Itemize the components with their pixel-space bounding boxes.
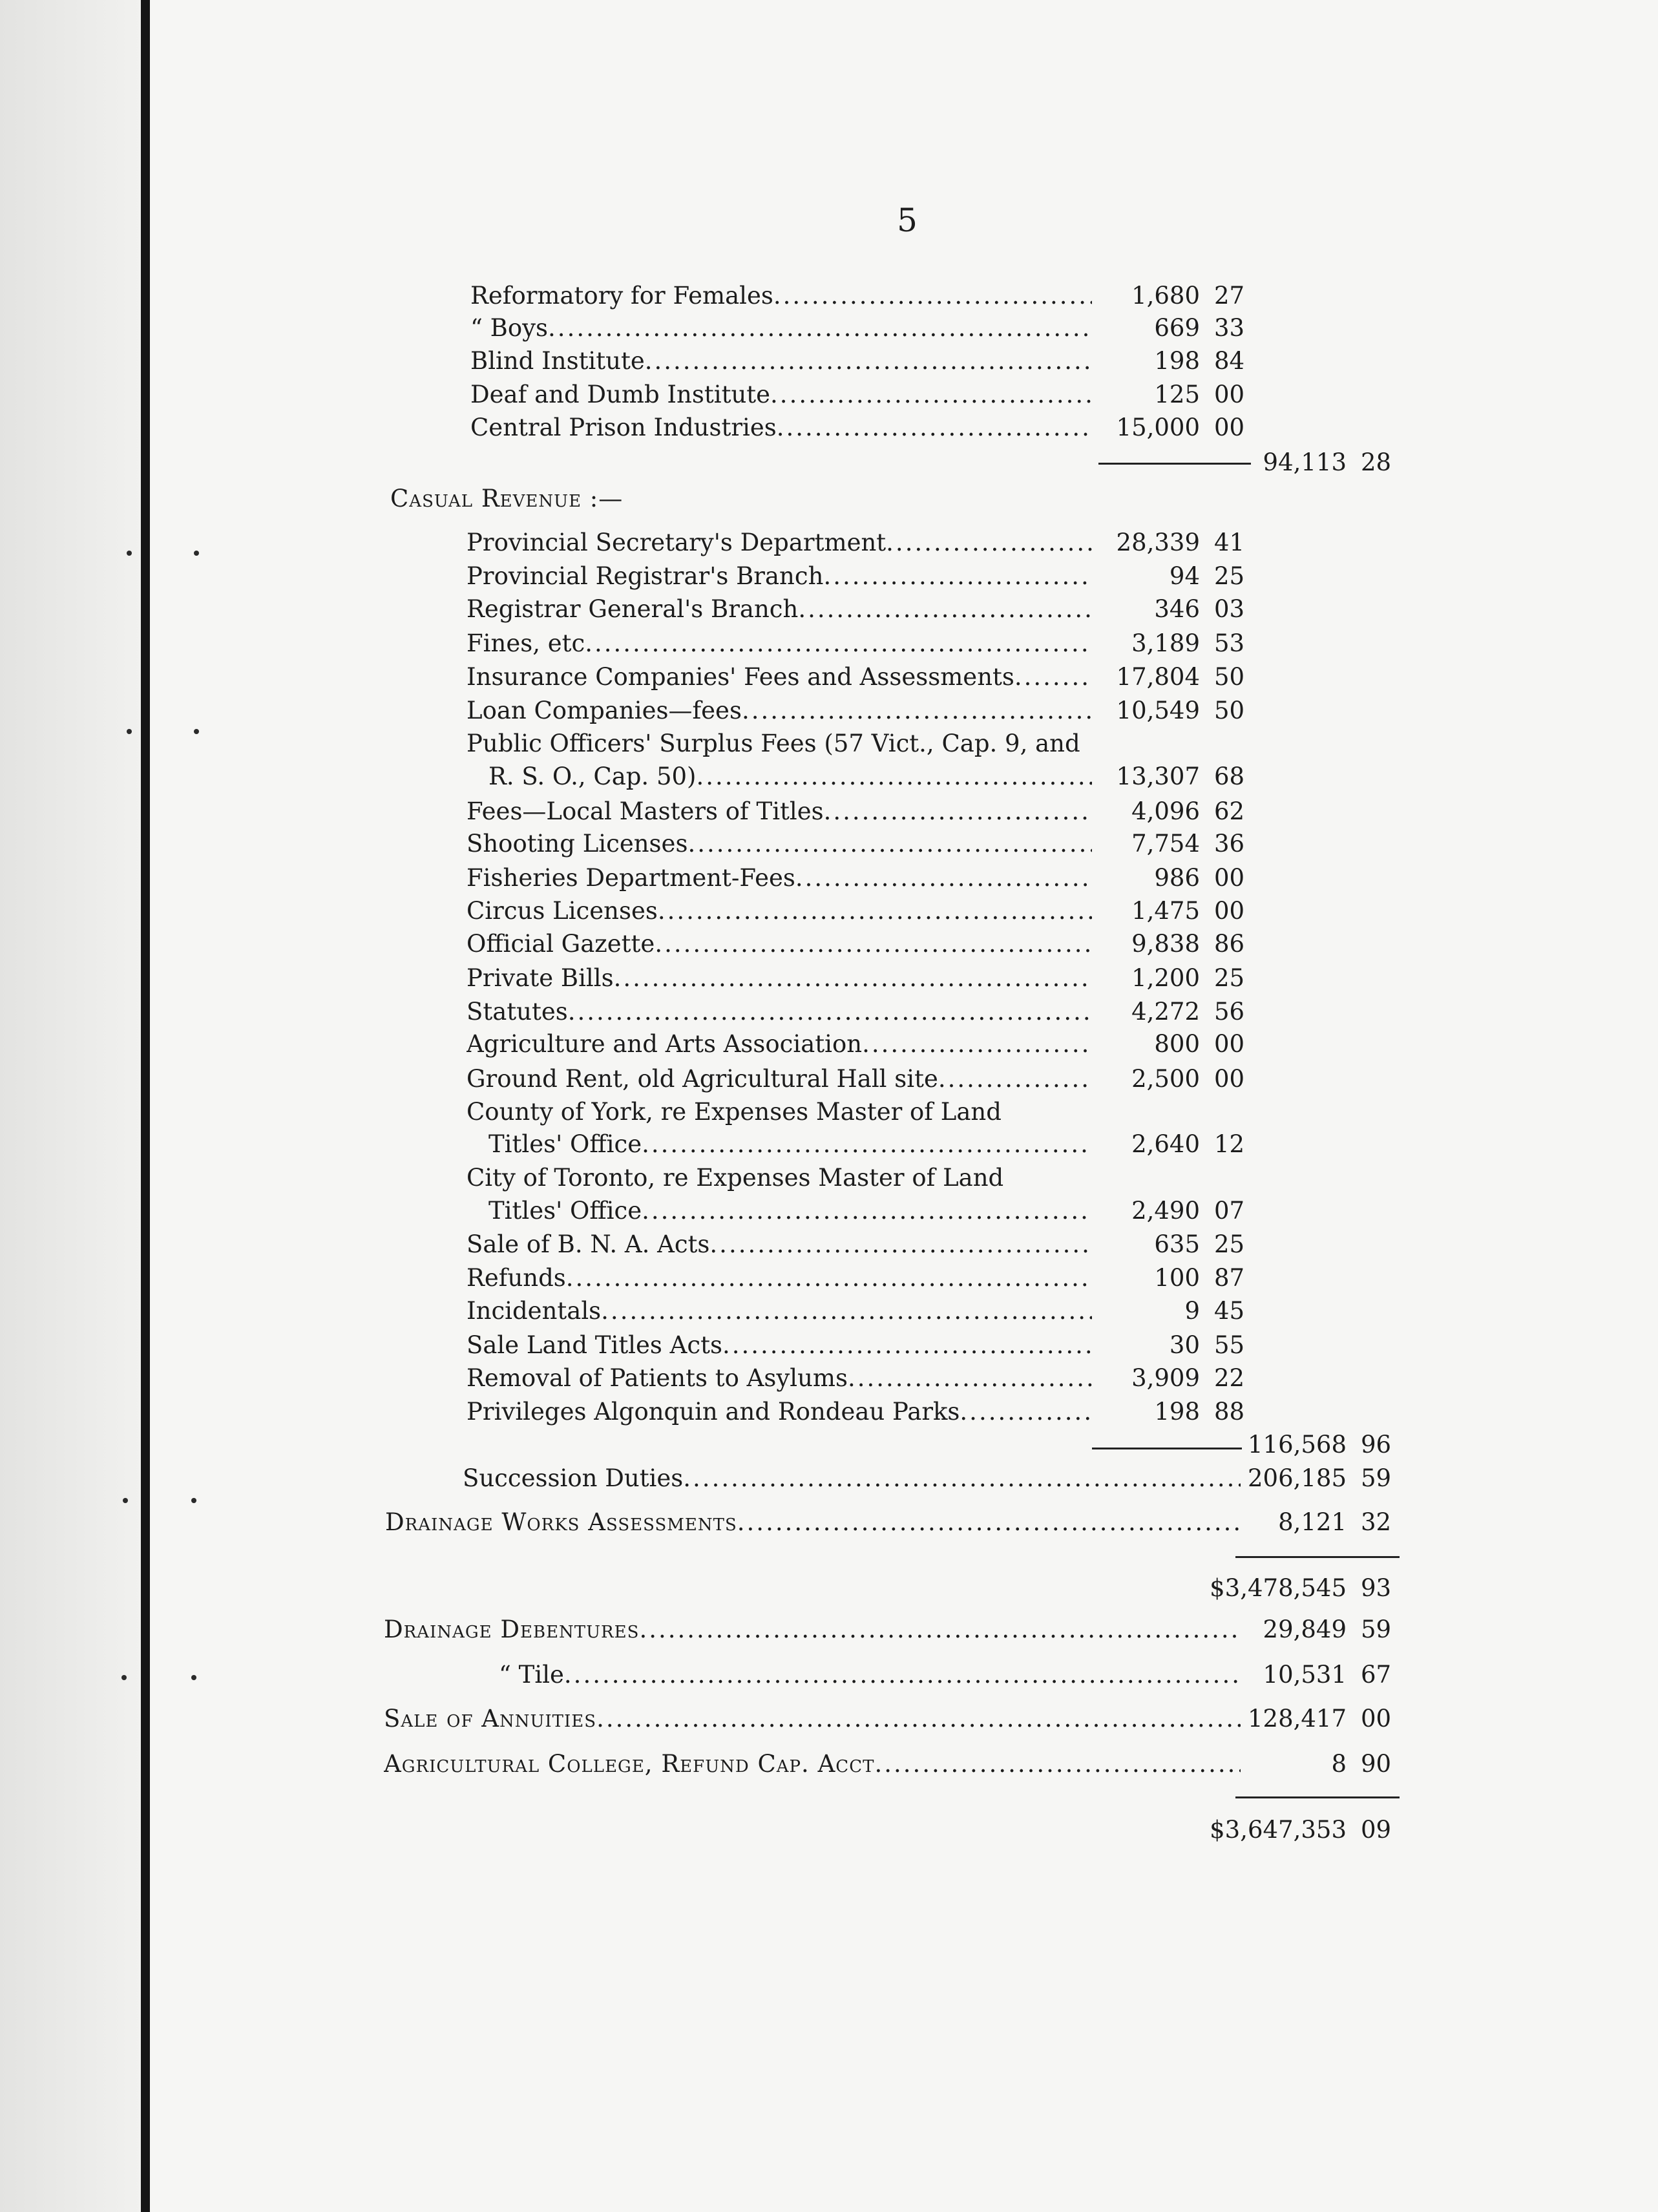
ledger-row xyxy=(467,1329,1245,1362)
ledger-row xyxy=(488,1128,1245,1161)
leader-dots xyxy=(566,1261,1092,1295)
row-label xyxy=(467,526,1092,560)
row-label xyxy=(385,1506,1241,1539)
amount: 635 xyxy=(1154,1230,1200,1258)
amount: 9,838 xyxy=(1131,930,1200,958)
amount: $3,478,545 xyxy=(1210,1574,1347,1602)
ledger-row xyxy=(467,694,1245,728)
ledger-row xyxy=(467,1062,1245,1096)
row-label xyxy=(467,795,1092,828)
row-label xyxy=(470,378,1092,412)
row-label xyxy=(488,1128,1092,1161)
row-label xyxy=(467,861,1092,895)
label-text: Blind Institute xyxy=(470,347,645,375)
cents: 67 xyxy=(1361,1661,1392,1689)
cents: 84 xyxy=(1214,347,1245,375)
ledger-row xyxy=(467,593,1245,626)
leader-dots xyxy=(614,962,1092,995)
ledger-row xyxy=(470,279,1245,313)
page-margin xyxy=(0,0,141,2212)
ledger-row xyxy=(467,1161,1200,1195)
label-text: Official Gazette xyxy=(467,930,655,958)
cents: 68 xyxy=(1214,763,1245,790)
label-text: Titles' Office xyxy=(488,1130,642,1158)
row-label xyxy=(467,1095,1092,1129)
label-text: Fees—Local Masters of Titles xyxy=(467,797,824,825)
speck xyxy=(191,1498,196,1503)
row-label xyxy=(470,311,1092,345)
ledger-row xyxy=(467,627,1245,660)
label-text: “ Tile xyxy=(499,1661,564,1689)
ledger-row xyxy=(384,1613,1392,1647)
leader-dots xyxy=(777,411,1092,445)
leader-dots xyxy=(938,1062,1092,1096)
amount: 669 xyxy=(1154,314,1200,342)
label-text: Sale of Annuities xyxy=(384,1705,597,1733)
cents: 50 xyxy=(1214,697,1245,724)
label-text: Insurance Companies' Fees and Assessments xyxy=(467,663,1014,691)
ledger-row xyxy=(467,1362,1245,1395)
row-label xyxy=(467,1228,1092,1261)
amount: 29,849 xyxy=(1263,1616,1347,1643)
cents: 59 xyxy=(1361,1616,1392,1643)
amount: 9 xyxy=(1184,1297,1200,1325)
cents: 00 xyxy=(1361,1705,1392,1733)
amount: 1,200 xyxy=(1131,964,1200,992)
cents: 25 xyxy=(1214,964,1245,992)
leader-dots xyxy=(862,1027,1092,1061)
grand-total-row xyxy=(1088,1813,1392,1847)
row-label xyxy=(467,1062,1092,1096)
leader-dots xyxy=(645,344,1092,378)
leader-dots xyxy=(1080,727,1092,761)
ledger-row xyxy=(467,962,1245,995)
ledger-row xyxy=(467,1027,1245,1061)
label-text: Registrar General's Branch xyxy=(467,595,799,623)
ledger-row xyxy=(384,1747,1392,1781)
amount: 346 xyxy=(1154,595,1200,623)
label-text: Deaf and Dumb Institute xyxy=(470,381,771,408)
leader-dots xyxy=(596,1702,1241,1736)
cents: 25 xyxy=(1214,562,1245,590)
speck xyxy=(121,1675,127,1680)
leader-dots xyxy=(709,1228,1092,1261)
amount: 1,680 xyxy=(1131,282,1200,310)
row-label xyxy=(467,1395,1092,1429)
cents: 90 xyxy=(1361,1750,1392,1778)
leader-dots xyxy=(642,1128,1092,1161)
leader-dots xyxy=(639,1613,1241,1647)
amount: 206,185 xyxy=(1247,1464,1347,1492)
binding-edge xyxy=(141,0,150,2212)
label-text: Statutes xyxy=(467,998,568,1026)
leader-dots xyxy=(655,927,1092,961)
speck xyxy=(194,551,199,556)
label-text: Sale of B. N. A. Acts xyxy=(467,1230,710,1258)
cents: 28 xyxy=(1361,448,1392,476)
row-label xyxy=(467,1362,1092,1395)
amount: 10,531 xyxy=(1263,1661,1347,1689)
ledger-row xyxy=(463,1462,1392,1495)
row-label xyxy=(467,727,1092,761)
speck xyxy=(127,551,132,556)
label-text: Private Bills xyxy=(467,964,614,992)
label-text: Provincial Secretary's Department xyxy=(467,529,887,556)
leader-dots xyxy=(687,827,1092,861)
label-text: County of York, re Expenses Master of Land xyxy=(467,1098,1002,1126)
cents: 87 xyxy=(1214,1264,1245,1292)
leader-dots xyxy=(773,279,1092,313)
total-rule xyxy=(1235,1556,1400,1558)
cents: 56 xyxy=(1214,998,1245,1026)
label-text: Public Officers' Surplus Fees (57 Vict., Cap. 9, and xyxy=(467,730,1080,757)
amount: 128,417 xyxy=(1247,1705,1347,1733)
amount: 100 xyxy=(1154,1264,1200,1292)
row-label xyxy=(470,344,1092,378)
label-text: Succession Duties xyxy=(463,1464,684,1492)
label-text: Ground Rent, old Agricultural Hall site xyxy=(467,1065,938,1093)
amount: 30 xyxy=(1169,1331,1200,1359)
amount: 198 xyxy=(1154,1398,1200,1426)
cents: 88 xyxy=(1214,1398,1245,1426)
amount: 3,909 xyxy=(1131,1364,1200,1392)
amount: 198 xyxy=(1154,347,1200,375)
cents: 00 xyxy=(1214,864,1245,892)
amount: 800 xyxy=(1154,1030,1200,1058)
label-text: Circus Licenses xyxy=(467,897,658,925)
row-label xyxy=(467,1294,1092,1328)
cents: 62 xyxy=(1214,797,1245,825)
cents: 41 xyxy=(1214,529,1245,556)
row-label xyxy=(467,927,1092,961)
amount: 4,096 xyxy=(1131,797,1200,825)
ledger-row xyxy=(467,727,1200,761)
row-label xyxy=(467,660,1092,694)
ledger-row xyxy=(467,1095,1200,1129)
amount: 8,121 xyxy=(1278,1508,1347,1536)
label-text: Reformatory for Females xyxy=(470,282,773,310)
row-label xyxy=(467,1027,1092,1061)
row-label xyxy=(470,411,1092,445)
ledger-row xyxy=(499,1658,1392,1692)
amount: 28,339 xyxy=(1116,529,1200,556)
leader-dots xyxy=(848,1362,1092,1395)
cents: 86 xyxy=(1214,930,1245,958)
ledger-row xyxy=(467,526,1245,560)
amount: 1,475 xyxy=(1131,897,1200,925)
amount: $3,647,353 xyxy=(1210,1816,1347,1844)
leader-dots xyxy=(770,378,1092,412)
label-text: Incidentals xyxy=(467,1297,602,1325)
label-text: R. S. O., Cap. 50) xyxy=(488,763,697,790)
leader-dots xyxy=(642,1194,1092,1228)
amount: 3,189 xyxy=(1131,629,1200,657)
row-label xyxy=(467,593,1092,626)
leader-dots xyxy=(548,311,1092,345)
ledger-row xyxy=(467,1261,1245,1295)
leader-dots xyxy=(886,526,1092,560)
row-label xyxy=(467,560,1092,593)
amount: 125 xyxy=(1154,381,1200,408)
leader-dots xyxy=(795,861,1092,895)
leader-dots xyxy=(722,1329,1092,1362)
speck xyxy=(191,1675,196,1680)
amount: 986 xyxy=(1154,864,1200,892)
speck xyxy=(127,729,132,734)
amount: 15,000 xyxy=(1116,414,1200,441)
label-text: Privileges Algonquin and Rondeau Parks xyxy=(467,1398,960,1426)
cents: 36 xyxy=(1214,830,1245,858)
row-label xyxy=(384,1702,1241,1736)
label-text: Agriculture and Arts Association xyxy=(467,1030,863,1058)
speck xyxy=(123,1498,128,1503)
ledger-row xyxy=(467,795,1245,828)
ledger-row xyxy=(467,995,1245,1029)
label-text: Fines, etc xyxy=(467,629,585,657)
ledger-row xyxy=(470,311,1245,345)
ledger-row xyxy=(384,1702,1392,1736)
label-text: Loan Companies—fees xyxy=(467,697,742,724)
ledger-row xyxy=(467,560,1245,593)
cents: 53 xyxy=(1214,629,1245,657)
ledger-row xyxy=(470,344,1245,378)
cents: 00 xyxy=(1214,1030,1245,1058)
ledger-row xyxy=(467,660,1245,694)
cents: 32 xyxy=(1361,1508,1392,1536)
cents: 12 xyxy=(1214,1130,1245,1158)
row-label xyxy=(463,1462,1241,1495)
ledger-row xyxy=(470,411,1245,445)
label-text: Shooting Licenses xyxy=(467,830,688,858)
amount: 10,549 xyxy=(1116,697,1200,724)
amount: 2,640 xyxy=(1131,1130,1200,1158)
label-text: Drainage Works Assessments xyxy=(385,1508,737,1536)
leader-dots xyxy=(798,593,1092,626)
row-label xyxy=(470,279,1092,313)
amount: 8 xyxy=(1331,1750,1347,1778)
leader-dots xyxy=(737,1506,1241,1539)
row-label xyxy=(384,1747,1241,1781)
label-text: Refunds xyxy=(467,1264,566,1292)
subtotal-row xyxy=(1088,446,1392,479)
label-text: Removal of Patients to Asylums xyxy=(467,1364,848,1392)
cents: 33 xyxy=(1214,314,1245,342)
row-label xyxy=(467,894,1092,928)
row-label xyxy=(467,1161,1092,1195)
leader-dots xyxy=(658,894,1092,928)
section-heading: Casual Revenue :— xyxy=(390,485,624,512)
leader-dots xyxy=(823,560,1092,593)
leader-dots xyxy=(824,795,1092,828)
cents: 27 xyxy=(1214,282,1245,310)
leader-dots xyxy=(696,760,1092,794)
amount: 2,500 xyxy=(1131,1065,1200,1093)
row-label xyxy=(499,1658,1241,1692)
amount: 116,568 xyxy=(1247,1431,1347,1459)
total-rule xyxy=(1235,1796,1400,1798)
row-label xyxy=(384,1613,1241,1647)
subtotal-row xyxy=(1088,1428,1392,1462)
leader-dots xyxy=(742,694,1092,728)
row-label xyxy=(467,627,1092,660)
row-label xyxy=(488,1194,1092,1228)
label-text: Agricultural College, Refund Cap. Acct xyxy=(384,1750,875,1778)
cents: 03 xyxy=(1214,595,1245,623)
cents: 00 xyxy=(1214,381,1245,408)
row-label xyxy=(467,995,1092,1029)
subtotal-row xyxy=(1088,1572,1392,1605)
leader-dots xyxy=(683,1462,1241,1495)
page-number: 5 xyxy=(897,202,918,239)
leader-dots xyxy=(1003,1161,1092,1195)
ledger-row xyxy=(467,1228,1245,1261)
cents: 93 xyxy=(1361,1574,1392,1602)
leader-dots xyxy=(568,995,1092,1029)
label-text: Provincial Registrar's Branch xyxy=(467,562,824,590)
cents: 00 xyxy=(1214,1065,1245,1093)
ledger-row xyxy=(467,827,1245,861)
speck xyxy=(194,729,199,734)
label-text: Drainage Debentures xyxy=(384,1616,640,1643)
label-text: Fisheries Department-Fees xyxy=(467,864,795,892)
leader-dots xyxy=(601,1294,1092,1328)
ledger-row xyxy=(467,861,1245,895)
ledger-row xyxy=(467,894,1245,928)
ledger-row xyxy=(385,1506,1392,1539)
ledger-row xyxy=(488,1194,1245,1228)
row-label xyxy=(488,760,1092,794)
row-label xyxy=(467,694,1092,728)
leader-dots xyxy=(960,1395,1092,1429)
row-label xyxy=(467,827,1092,861)
row-label xyxy=(467,1329,1092,1362)
row-label xyxy=(467,1261,1092,1295)
ledger-row xyxy=(467,927,1245,961)
amount: 94,113 xyxy=(1263,448,1347,476)
cents: 50 xyxy=(1214,663,1245,691)
cents: 96 xyxy=(1361,1431,1392,1459)
label-text: “ Boys xyxy=(470,314,549,342)
amount: 13,307 xyxy=(1116,763,1200,790)
leader-dots xyxy=(585,627,1092,660)
cents: 07 xyxy=(1214,1197,1245,1225)
ledger-row xyxy=(470,378,1245,412)
cents: 22 xyxy=(1214,1364,1245,1392)
label-text: Central Prison Industries xyxy=(470,414,777,441)
leader-dots xyxy=(1002,1095,1092,1129)
leader-dots xyxy=(874,1747,1241,1781)
amount: 94 xyxy=(1169,562,1200,590)
cents: 00 xyxy=(1214,897,1245,925)
leader-dots xyxy=(1014,660,1092,694)
ledger-row xyxy=(488,760,1245,794)
amount: 2,490 xyxy=(1131,1197,1200,1225)
ledger-row xyxy=(467,1294,1245,1328)
ledger-row xyxy=(467,1395,1245,1429)
amount: 17,804 xyxy=(1116,663,1200,691)
cents: 09 xyxy=(1361,1816,1392,1844)
cents: 59 xyxy=(1361,1464,1392,1492)
label-text: Titles' Office xyxy=(488,1197,642,1225)
leader-dots xyxy=(564,1658,1241,1692)
cents: 45 xyxy=(1214,1297,1245,1325)
label-text: Sale Land Titles Acts xyxy=(467,1331,722,1359)
cents: 00 xyxy=(1214,414,1245,441)
amount: 4,272 xyxy=(1131,998,1200,1026)
label-text: City of Toronto, re Expenses Master of Land xyxy=(467,1164,1004,1192)
cents: 55 xyxy=(1214,1331,1245,1359)
cents: 25 xyxy=(1214,1230,1245,1258)
amount: 7,754 xyxy=(1131,830,1200,858)
row-label xyxy=(467,962,1092,995)
